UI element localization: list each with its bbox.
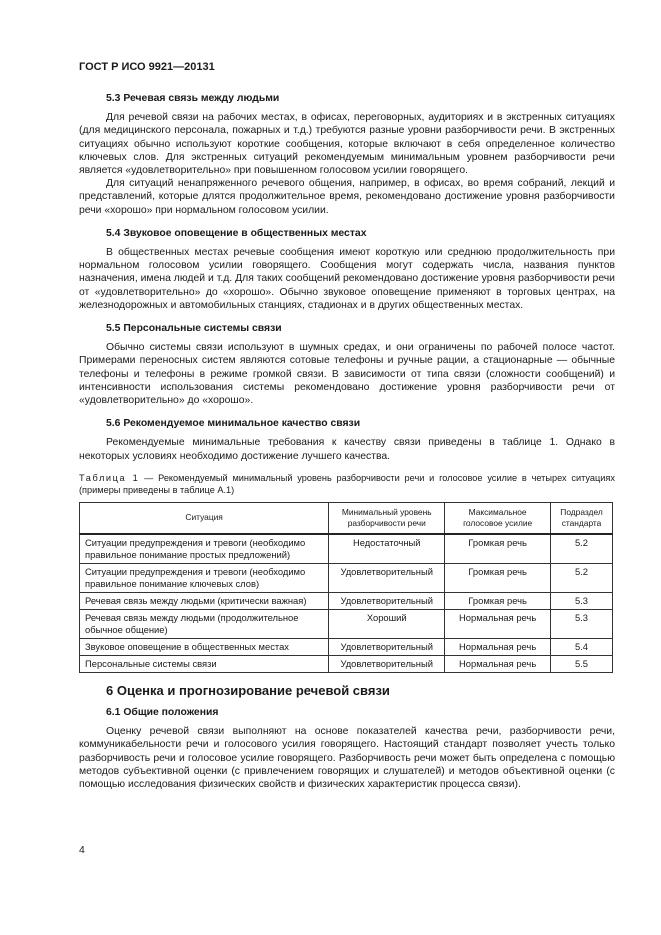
table-cell: Удовлетворительный [329, 592, 445, 609]
table-cell: Нормальная речь [445, 655, 551, 672]
section-6-1-heading: 6.1 Общие положения [106, 707, 219, 719]
table-row [80, 563, 613, 592]
section-5-6-heading: 5.6 Рекомендуемое минимальное качество связи [106, 418, 361, 430]
table-cell: 5.3 [551, 592, 613, 609]
table-1-caption-label: Таблица 1 [79, 472, 140, 483]
table-cell: Громкая речь [445, 563, 551, 592]
page-content [79, 92, 615, 791]
table-cell: 5.4 [551, 638, 613, 655]
column-header-situation: Ситуация [80, 502, 329, 534]
page-number: 4 [79, 845, 85, 856]
table-row [80, 609, 613, 638]
column-header-max-vocal-effort: Максимальное голосовое усилие [445, 502, 551, 534]
document-header: ГОСТ Р ИСО 9921—20131 [79, 61, 215, 73]
table-row [80, 592, 613, 609]
table-cell: Нормальная речь [445, 609, 551, 638]
table-cell: Ситуации предупреждения и тревоги (необходимо правильное понимание простых предложений) [80, 534, 329, 564]
table-cell: 5.2 [551, 534, 613, 564]
column-header-min-intelligibility: Минимальный уровень разборчивости речи [329, 502, 445, 534]
table-1-caption [79, 472, 615, 496]
column-header-subsection: Подраздел стандарта [551, 502, 613, 534]
table-cell: Громкая речь [445, 534, 551, 564]
table-cell: Удовлетворительный [329, 638, 445, 655]
table-row [80, 638, 613, 655]
table-header-row [80, 502, 613, 534]
section-5-5-paragraph-1: Обычно системы связи используют в шумных средах, и они ограничены по рабочей полосе частот. Примерами переносных систем являются сотовые телефоны и ручные рации, а стационарные — обычные телефоны и телефоны в режиме громкой связи. В зависимости от типа связи (сложности сообщений) и интенсивности использования системы рекомендовано достижение уровня разборчивости речи от «удовлетворительно» до «хорошо». [79, 342, 615, 407]
table-cell: 5.5 [551, 655, 613, 672]
section-5-4-heading: 5.4 Звуковое оповещение в общественных местах [106, 227, 367, 239]
section-6-1-paragraph-1: Оценку речевой связи выполняют на основе показателей качества речи, разборчивости речи, коммуникабельности речи и голосового усилия говорящего. Настоящий стандарт позволяет учесть только разборчивость речи и голосовое усилие говорящего. Разборчивость речи может быть определена с помощью методов субъективной оценки (с привлечением говорящих и слушателей) и методов объективной оценки (с помощью исследования физических свойств и физических характеристик процесса связи). [79, 726, 615, 791]
table-cell: Речевая связь между людьми (продолжительное обычное общение) [80, 609, 329, 638]
table-1-caption-text: — Рекомендуемый минимальный уровень разборчивости речи и голосовое усилие в четырех ситуациях (примеры приведены в таблице А.1) [79, 472, 615, 495]
table-cell: 5.2 [551, 563, 613, 592]
table-cell: Хороший [329, 609, 445, 638]
table-cell: Удовлетворительный [329, 655, 445, 672]
section-5-6-paragraph-1: Рекомендуемые минимальные требования к качеству связи приведены в таблице 1. Однако в некоторых условиях необходимо достижение лучшего качества. [79, 437, 615, 462]
section-5-3-heading: 5.3 Речевая связь между людьми [106, 93, 280, 104]
table-row [80, 534, 613, 564]
table-cell: 5.3 [551, 609, 613, 638]
section-5-4-paragraph-1: В общественных местах речевые сообщения имеют короткую или среднюю продолжительность при нормальном голосовом усилии говорящего. Сообщения могут содержать числа, названия пунктов назначения, имена людей и т.д. Для таких сообщений рекомендовано достижение уровня разборчивости речи от «удовлетворительно» до «хорошо». Обычно звуковое оповещение применяют в торговых центрах, на железнодорожных и автомобильных станциях, стадионах и в других общественных местах. [79, 247, 615, 311]
section-5-3-paragraph-2: Для ситуаций ненапряженного речевого общения, например, в офисах, во время собраний, лекций и представлений, которые длятся продолжительное время, рекомендовано достижение уровня разборчивости речи «хорошо» при нормальном голосовом усилии. [79, 178, 615, 216]
section-6-heading: 6 Оценка и прогнозирование речевой связи [106, 682, 390, 698]
section-5-5-heading: 5.5 Персональные системы связи [106, 323, 282, 335]
table-cell: Ситуации предупреждения и тревоги (необходимо правильное понимание ключевых слов) [80, 563, 329, 592]
table-cell: Недостаточный [329, 534, 445, 564]
table-cell: Звуковое оповещение в общественных местах [80, 638, 329, 655]
section-5-3-paragraph-1: Для речевой связи на рабочих местах, в офисах, переговорных, аудиториях и в экстренных ситуациях (для медицинского персонала, пожарных и т.д.) требуются разные уровни разборчивости речи. В экстренных ситуациях обычно используют короткие сообщения, которые включают в себя определенное количество ключевых слов. Для экстренных ситуаций рекомендуемым минимальным уровнем разборчивости речи является «удовлетворительно» при повышенном голосовом усилии говорящего. [79, 112, 615, 177]
table-cell: Удовлетворительный [329, 563, 445, 592]
table-cell: Нормальная речь [445, 638, 551, 655]
table-cell: Громкая речь [445, 592, 551, 609]
table-row [80, 655, 613, 672]
table-cell: Персональные системы связи [80, 655, 329, 672]
table-1 [79, 502, 613, 673]
table-cell: Речевая связь между людьми (критически важная) [80, 592, 329, 609]
